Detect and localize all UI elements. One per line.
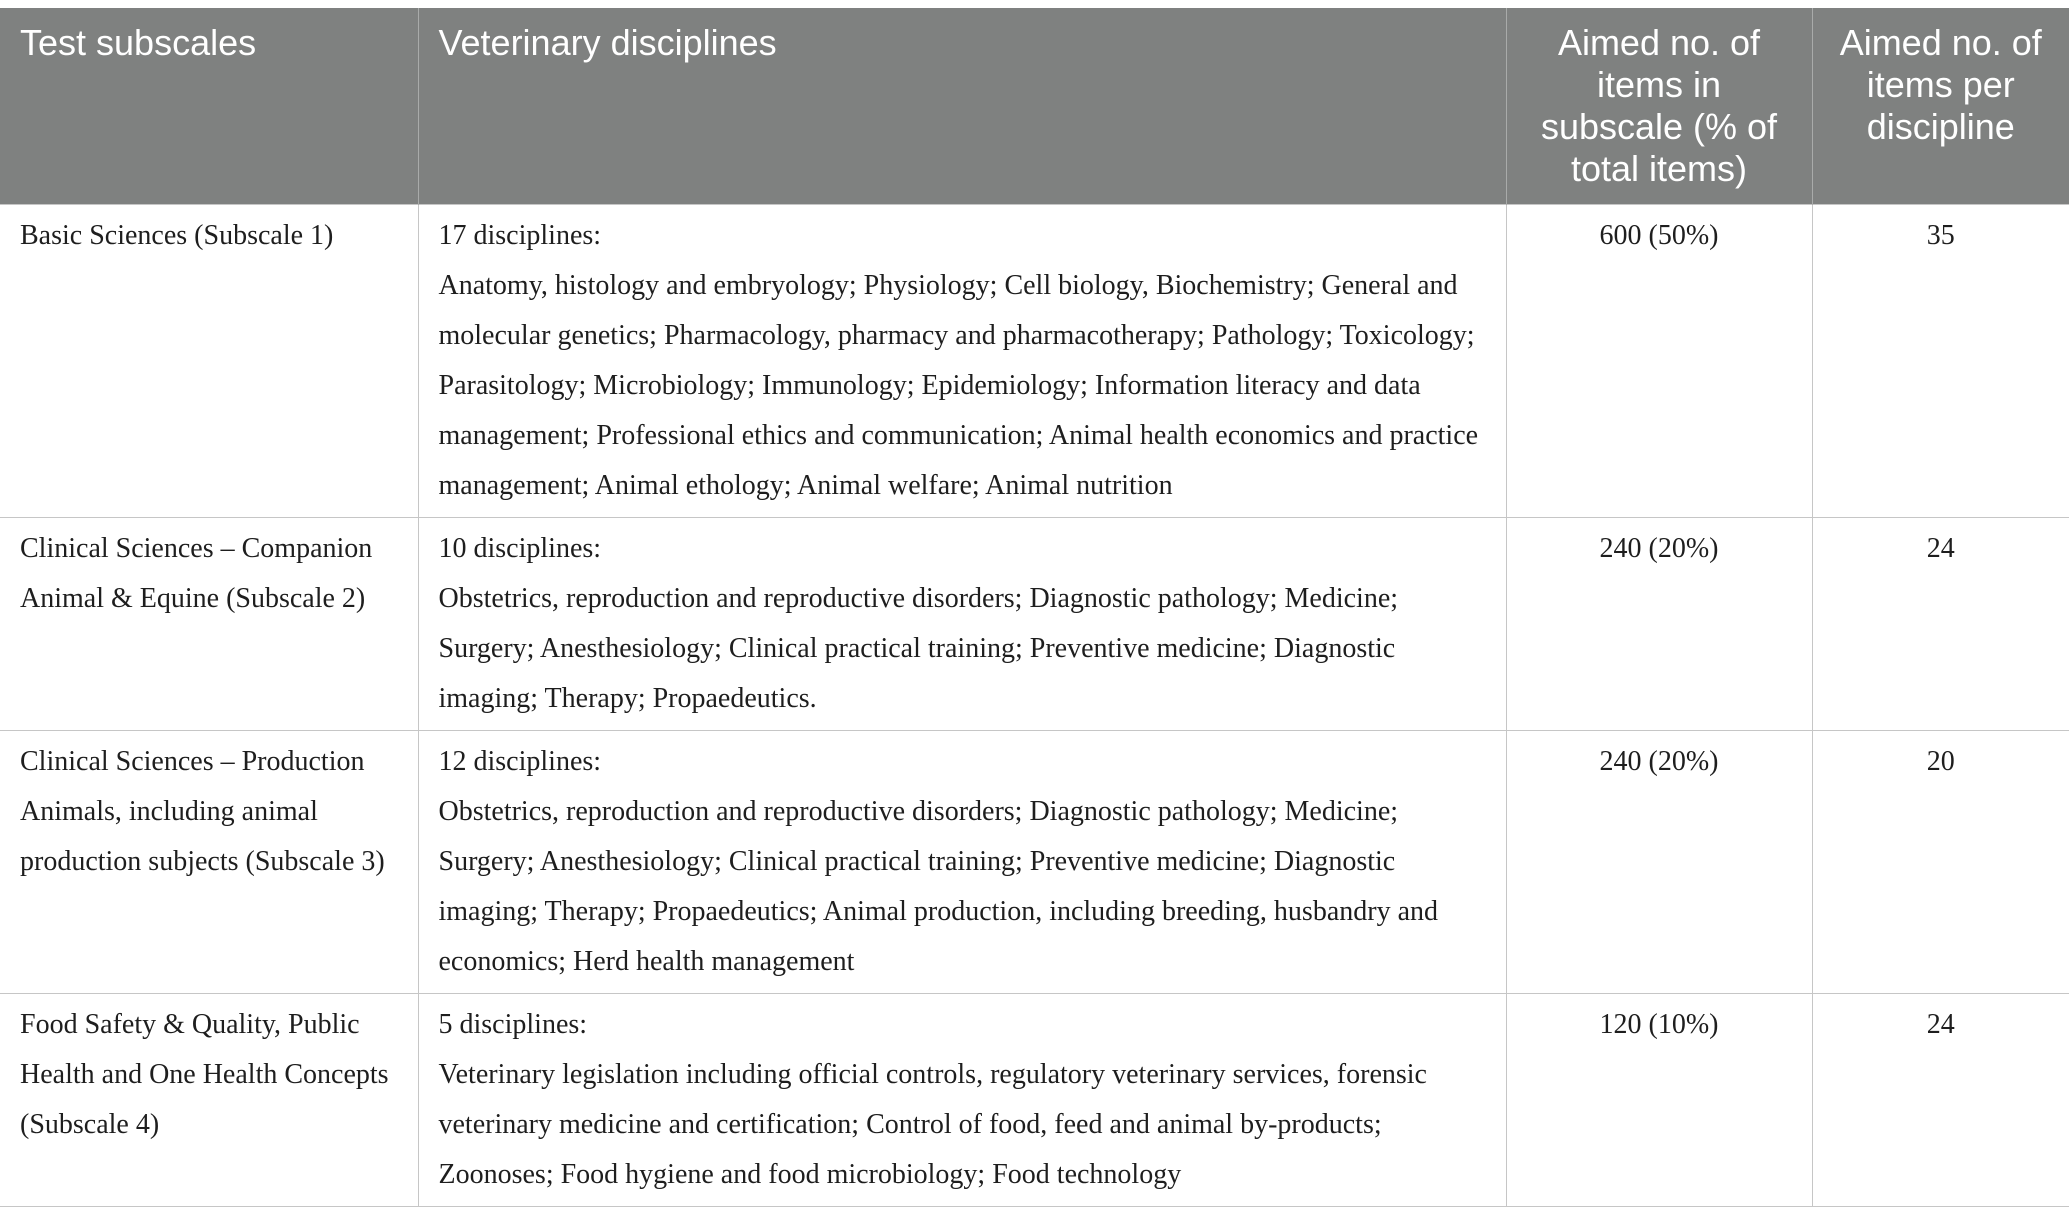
discipline-list: Veterinary legislation including official controls, regulatory veterinary services, forensic veterinary medicine and certification; Control of food, feed and animal by-products; Zoonoses; Food hygiene and food microbiology; Food technology [438, 1059, 1427, 1190]
header-items-per-discipline: Aimed no. of items per discipline [1812, 8, 2069, 205]
header-test-subscales: Test subscales [0, 8, 418, 205]
subscale-table-container [0, 8, 2069, 1207]
subscale-cell: Basic Sciences (Subscale 1) [0, 205, 418, 518]
subscale-table [0, 8, 2069, 1207]
table-body [0, 205, 2069, 1207]
items-per-discipline-cell: 24 [1812, 994, 2069, 1207]
header-row [0, 8, 2069, 205]
discipline-count: 12 disciplines: [438, 746, 602, 777]
items-in-subscale-cell: 240 (20%) [1506, 518, 1812, 731]
disciplines-cell [418, 731, 1506, 994]
subscale-cell: Food Safety & Quality, Public Health and One Health Concepts (Subscale 4) [0, 994, 418, 1207]
header-items-in-subscale: Aimed no. of items in subscale (% of total items) [1506, 8, 1812, 205]
items-in-subscale-cell: 240 (20%) [1506, 731, 1812, 994]
items-per-discipline-cell: 24 [1812, 518, 2069, 731]
table-row [0, 518, 2069, 731]
disciplines-cell [418, 205, 1506, 518]
table-row [0, 731, 2069, 994]
items-in-subscale-cell: 120 (10%) [1506, 994, 1812, 1207]
disciplines-cell [418, 518, 1506, 731]
disciplines-cell [418, 994, 1506, 1207]
discipline-count: 10 disciplines: [438, 533, 602, 564]
discipline-list: Obstetrics, reproduction and reproductive disorders; Diagnostic pathology; Medicine; Surgery; Anesthesiology; Clinical practical training; Preventive medicine; Diagnostic imaging; Therapy; Propaedeutics. [438, 583, 1399, 714]
discipline-list: Obstetrics, reproduction and reproductive disorders; Diagnostic pathology; Medicine; Surgery; Anesthesiology; Clinical practical training; Preventive medicine; Diagnostic imaging; Therapy; Propaedeutics; Animal production, including breeding, husbandry and economics; Herd health management [438, 796, 1438, 977]
discipline-count: 5 disciplines: [438, 1009, 588, 1040]
table-row [0, 994, 2069, 1207]
subscale-cell: Clinical Sciences – Companion Animal & Equine (Subscale 2) [0, 518, 418, 731]
header-veterinary-disciplines: Veterinary disciplines [418, 8, 1506, 205]
items-in-subscale-cell: 600 (50%) [1506, 205, 1812, 518]
items-per-discipline-cell: 20 [1812, 731, 2069, 994]
table-row [0, 205, 2069, 518]
items-per-discipline-cell: 35 [1812, 205, 2069, 518]
subscale-cell: Clinical Sciences – Production Animals, including animal production subjects (Subscale 3) [0, 731, 418, 994]
discipline-list: Anatomy, histology and embryology; Physiology; Cell biology, Biochemistry; General and molecular genetics; Pharmacology, pharmacy and pharmacotherapy; Pathology; Toxicology; Parasitology; Microbiology; Immunology; Epidemiology; Information literacy and data management; Professional ethics and communication; Animal health economics and practice management; Animal ethology; Animal welfare; Animal nutrition [438, 270, 1479, 501]
discipline-count: 17 disciplines: [438, 220, 602, 251]
table-header [0, 8, 2069, 205]
